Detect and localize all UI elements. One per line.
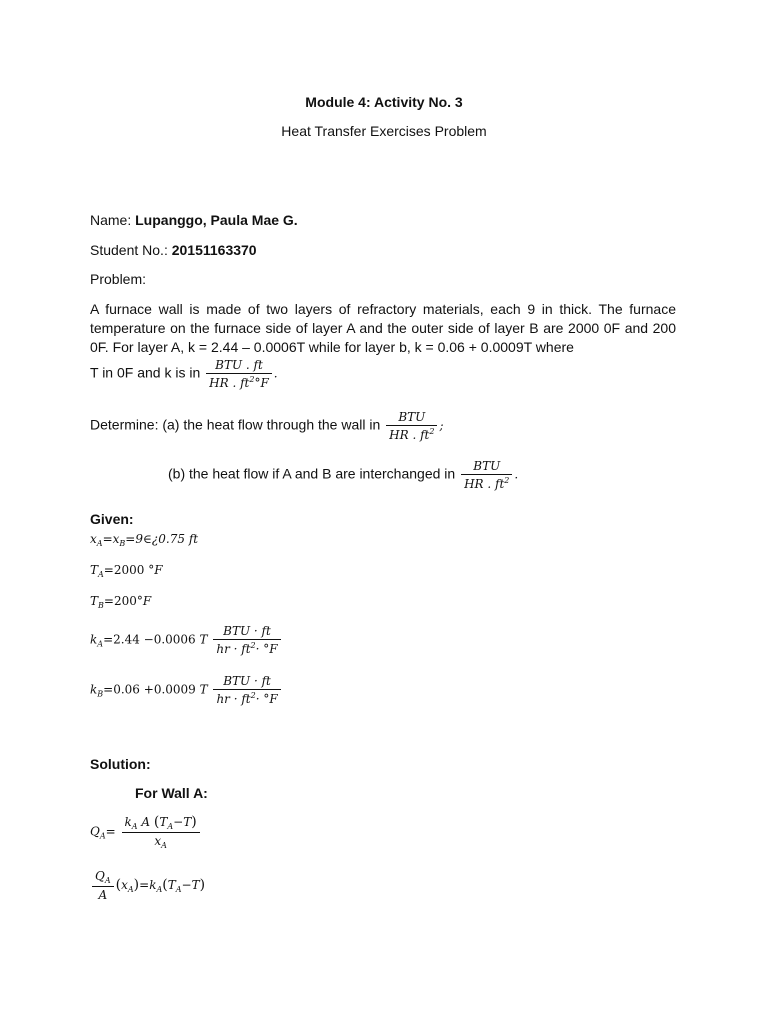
given-eq-tb: $T_B=200^\circ F$	[90, 594, 152, 610]
given-eq-thickness: $x_A=x_B=9\in¿0.75$ ft	[90, 532, 199, 548]
eq-qa-fraction: $\frac{k_A A (T_A-T)}{x_A}$	[122, 814, 200, 850]
page-title: Module 4: Activity No. 3	[305, 94, 463, 110]
problem-last-line	[90, 358, 278, 390]
eq-qa-over-a: $\frac{Q_A}{A}$	[92, 869, 114, 902]
name-label: Name:	[90, 212, 136, 228]
determine-a-text: Determine: (a) the heat flow through the wall in	[90, 416, 381, 433]
determine-a-denominator: HR . $ft^2$	[389, 427, 435, 442]
student-label: Student No.:	[90, 242, 172, 258]
determine-a-fraction	[386, 410, 437, 442]
determine-b-numerator: BTU	[461, 459, 512, 475]
problem-label: Problem:	[90, 271, 147, 287]
determine-b-fraction	[461, 459, 512, 491]
kb-units: $\frac{\text{BTU · ft}}{hr \cdot ft^2\cdot ^\circ F}$	[213, 674, 280, 706]
given-eq-kb: $k_B=0.06 +0.0009$ T $\frac{\text{BTU · ft}}{hr \cdot ft^2\cdot ^\circ F}$	[90, 674, 283, 706]
determine-b-tail: .	[514, 467, 519, 482]
problem-last-text: T in 0F and k is in	[90, 364, 201, 381]
problem-text: A furnace wall is made of two layers of refractory materials, each 9 in thick. The furnace temperature on the furnace side of layer A and the outer side of layer B are 2000 0F and 200 0F. For layer A, k = 2.44 – 0.0006T while for layer b, k = 0.06 + 0.0009T where	[90, 301, 676, 355]
given-eq-ta: $T_A=2000$ °F	[90, 563, 163, 579]
ka-units: $\frac{\text{BTU · ft}}{hr \cdot ft^2\cdot ^\circ F}$	[213, 624, 280, 656]
page-subtitle: Heat Transfer Exercises Problem	[281, 123, 487, 139]
name-line	[90, 212, 298, 228]
unit-fraction	[206, 358, 272, 390]
unit-denominator: HR . $ft^2^\circ F$	[209, 375, 269, 390]
wall-a-label: For Wall A:	[135, 785, 208, 801]
determine-a-tail: ;	[439, 418, 444, 433]
determine-b-text: (b) the heat flow if A and B are interchanged in	[168, 465, 456, 482]
determine-a	[90, 410, 444, 442]
unit-dot: .	[273, 366, 278, 381]
eq-qa-rearranged: $\frac{Q_A}{A}$ $(x_A)=k_A(T_A-T)$	[90, 869, 205, 902]
student-line	[90, 242, 257, 258]
determine-b	[168, 459, 518, 491]
name-value: Lupanggo, Paula Mae G.	[135, 212, 298, 228]
eq-qa: $Q_A=$ $\frac{k_A A (T_A-T)}{x_A}$	[90, 814, 202, 850]
unit-numerator: BTU . ft	[206, 358, 272, 374]
solution-label: Solution:	[90, 756, 151, 772]
determine-b-denominator: HR . $ft^2$	[464, 476, 510, 491]
given-eq-ka: $k_A=2.44 -0.0006$ T $\frac{\text{BTU · ft}}{hr \cdot ft^2\cdot ^\circ F}$	[90, 624, 283, 656]
determine-a-numerator: BTU	[386, 410, 437, 426]
given-label: Given:	[90, 511, 134, 527]
student-value: 20151163370	[171, 242, 257, 258]
